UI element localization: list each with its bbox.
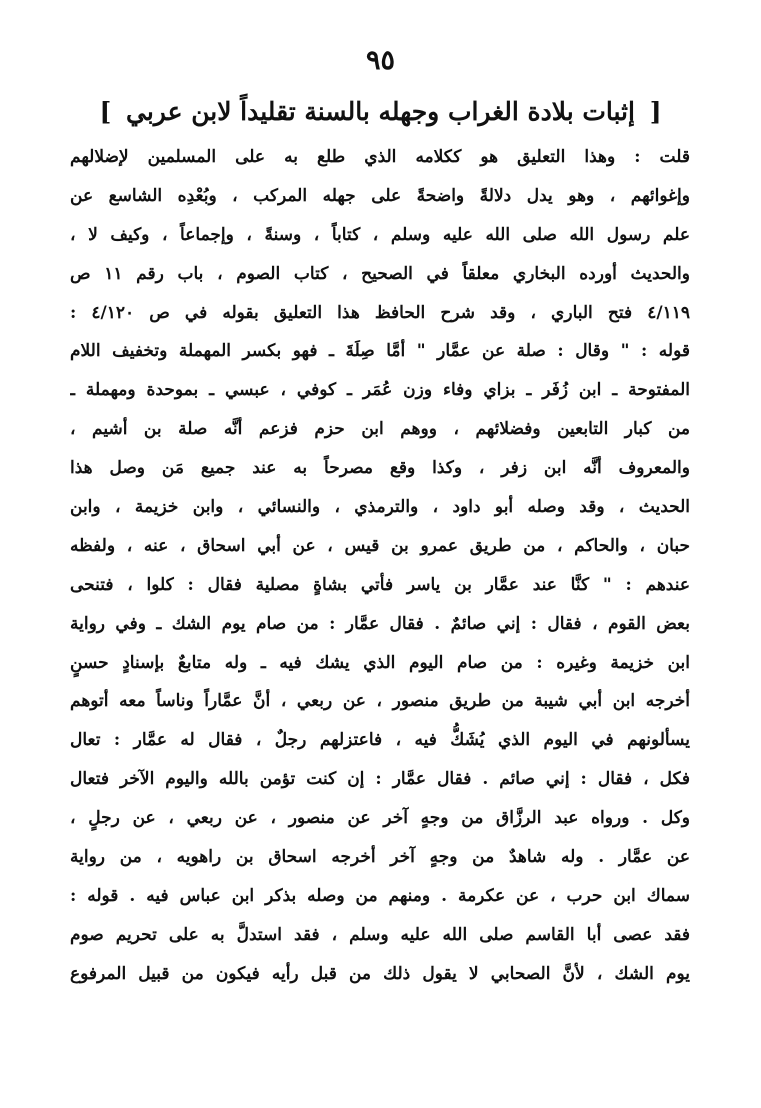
text-line: والمعروف أنَّه ابن زفر ، وكذا وقع مصرحاً به عند جميع مَن وصل هذا: [70, 458, 690, 479]
text-line: فكل ، فقال : إني صائم . فقال عمَّار : إن كنت تؤمن بالله واليوم الآخر فتعال: [70, 769, 690, 790]
text-line: علم رسول الله صلى الله عليه وسلم ، كتاباً ، وسنةً ، وإجماعاً ، وكيف لا ،: [70, 224, 690, 245]
heading-text: إثبات بلادة الغراب وجهله بالسنة تقليداً لابن عربي: [126, 97, 635, 126]
heading-bracket-close: ]: [99, 97, 112, 126]
text-line: حبان ، والحاكم ، من طريق عمرو بن قيس ، عن أبي اسحاق ، عنه ، ولفظه: [70, 535, 690, 556]
body-text: [70, 138, 690, 994]
text-line: قلت : وهذا التعليق هو ككلامه الذي طلع به على المسلمين لإضلالهم: [70, 147, 690, 167]
section-heading: [80, 92, 681, 132]
text-line: عندهم : " كنَّا عند عمَّار بن ياسر فأتي بشاةٍ مصلية فقال : كلوا ، فتنحى: [70, 574, 690, 595]
text-line: المفتوحة ـ ابن زُفَر ـ بزاي وفاء وزن عُمَر ـ كوفي ، عبسي ـ بموحدة ومهملة ـ: [70, 380, 690, 401]
text-line: من كبار التابعين وفضلائهم ، ووهم ابن حزم فزعم أنَّه صلة بن أشيم ،: [70, 419, 690, 440]
page-number: ٩٥: [365, 45, 395, 76]
text-line: وكل . ورواه عبد الرزَّاق من وجهٍ آخر عن منصور ، عن ربعي ، عن رجلٍ ،: [70, 808, 690, 829]
text-line: ٤/١١٩ فتح الباري ، وقد شرح الحافظ هذا التعليق بقوله في ص ٤/١٢٠ :: [70, 302, 690, 323]
heading-bracket-open: [: [649, 97, 662, 126]
text-line: عن عمَّار . وله شاهدٌ من وجهٍ آخر أخرجه اسحاق بن راهويه ، من رواية: [70, 847, 690, 868]
text-line: الحديث ، وقد وصله أبو داود ، والترمذي ، والنسائي ، وابن خزيمة ، وابن: [70, 497, 690, 518]
text-line: بعض القوم ، فقال : إني صائمٌ . فقال عمَّار : من صام يوم الشك ـ وفي رواية: [70, 613, 690, 634]
text-line: يوم الشك ، لأنَّ الصحابي لا يقول ذلك من قبل رأيه فيكون من قبيل المرفوع: [70, 963, 690, 984]
text-line: وإغوائهم ، وهو يدل دلالةً واضحةً على جهله المركب ، وبُعْدِه الشاسع عن: [70, 185, 690, 206]
text-line: قوله : " وقال : صلة عن عمَّار " أمَّا صِلَةَ ـ فهو بكسر المهملة وتخفيف اللام: [70, 341, 690, 362]
text-line: يسألونهم في اليوم الذي يُشَكُّ فيه ، فاعتزلهم رجلٌ ، فقال له عمَّار : تعال: [70, 730, 690, 751]
text-line: فقد عصى أبا القاسم صلى الله عليه وسلم ، فقد استدلَّ به على تحريم صوم: [70, 924, 690, 945]
text-line: أخرجه ابن أبي شيبة من طريق منصور ، عن ربعي ، أنَّ عمَّاراً وناساً معه أتوهم: [70, 691, 690, 712]
text-line: والحديث أورده البخاري معلقاً في الصحيح ، كتاب الصوم ، باب رقم ١١ ص: [70, 263, 690, 284]
text-line: ابن خزيمة وغيره : من صام اليوم الذي يشك فيه ـ وله متابعٌ بإسنادٍ حسنٍ: [70, 652, 690, 673]
text-line: سماك ابن حرب ، عن عكرمة . ومنهم من وصله بذكر ابن عباس فيه . قوله :: [70, 885, 690, 906]
